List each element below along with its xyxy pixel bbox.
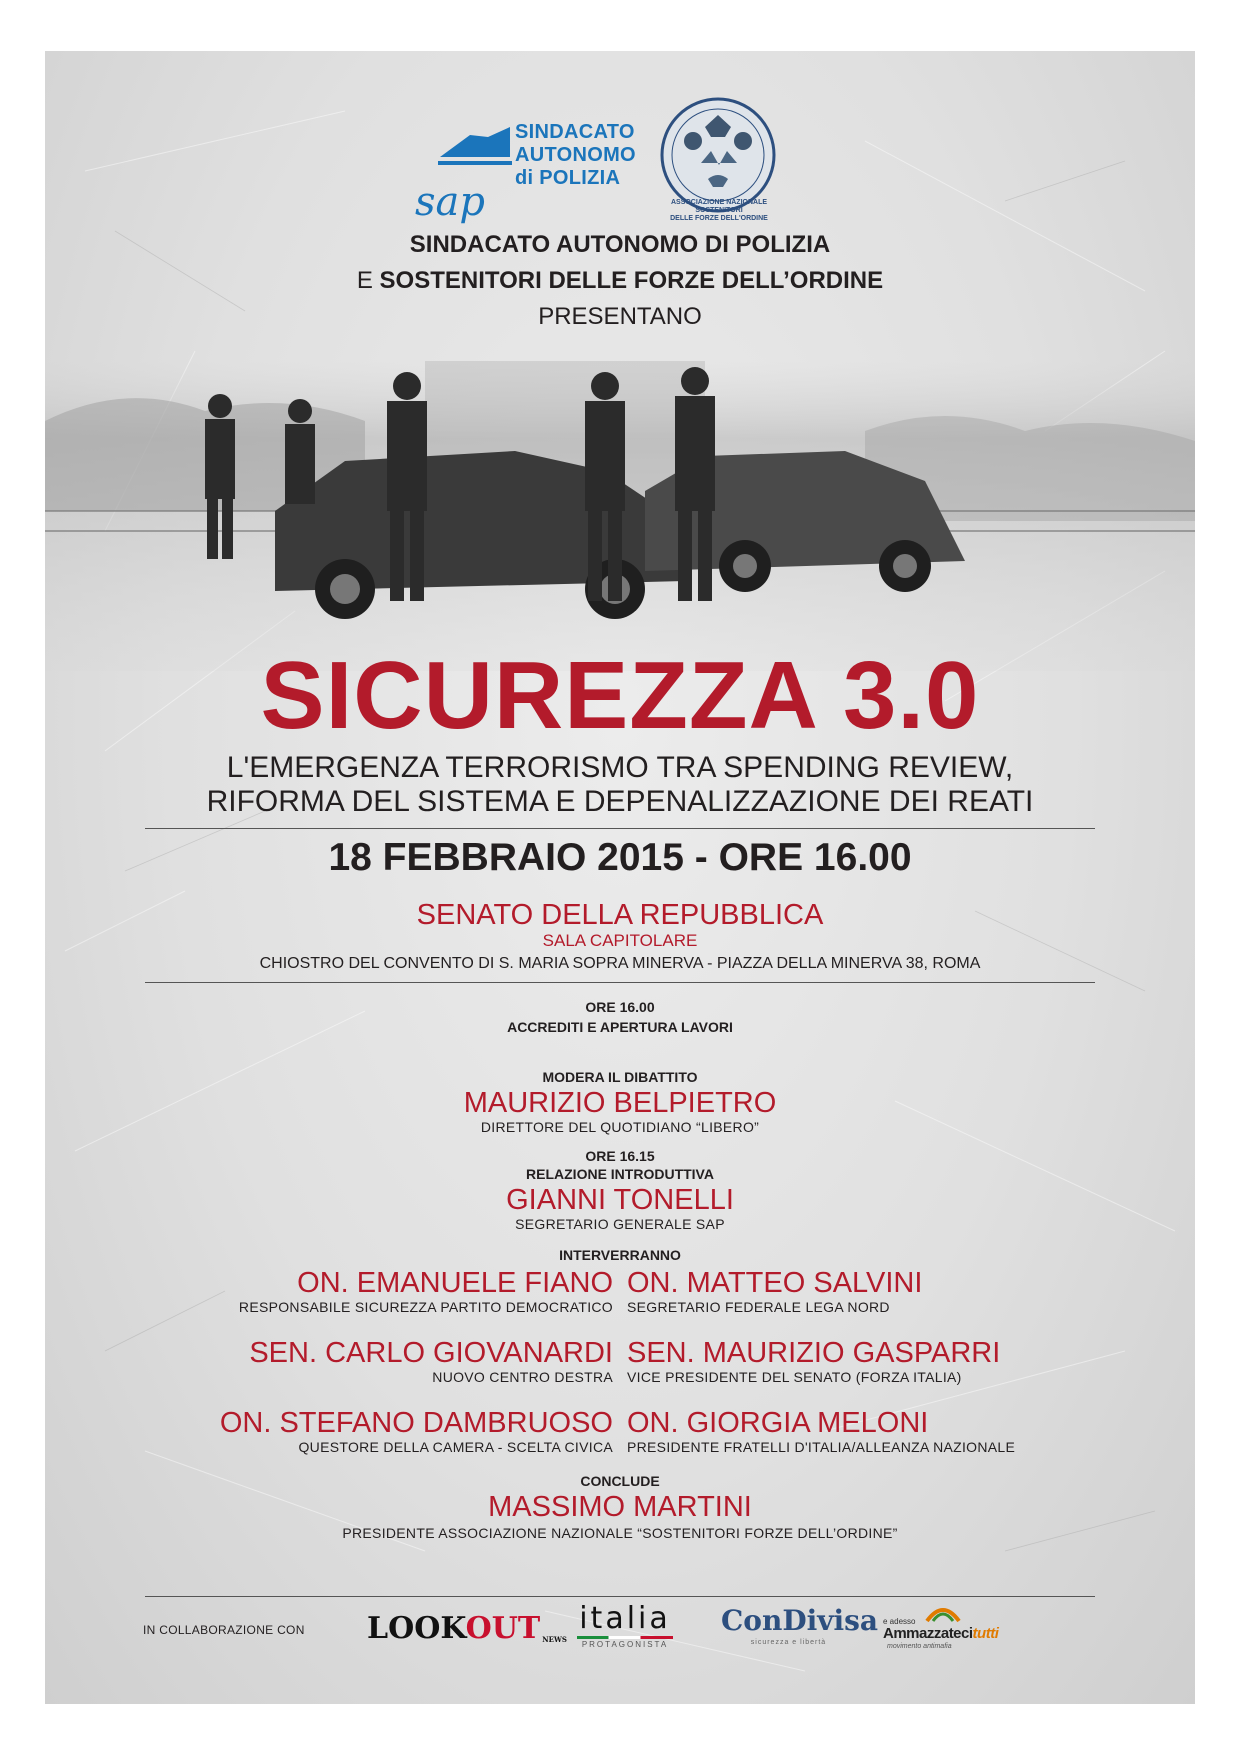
sap-line-3: di POLIZIA (515, 167, 621, 189)
event-room: SALA CAPITOLARE (542, 931, 698, 950)
moderator-role: DIRETTORE DEL QUOTIDIANO “LIBERO” (480, 1119, 760, 1135)
lookout-logo (367, 1603, 567, 1655)
event-subtitle (45, 751, 1195, 819)
event-address: CHIOSTRO DEL CONVENTO DI S. MARIA SOPRA MINERVA - PIAZZA DELLA MINERVA 38, ROMA (259, 955, 981, 972)
speaker-right-1 (627, 1267, 922, 1316)
speaker-name: ON. STEFANO DAMBRUOSO (219, 1407, 613, 1439)
subtitle-line-2: RIFORMA DEL SISTEMA E DEPENALIZZAZIONE DEI REATI (206, 785, 1034, 818)
speaker-name: SEN. CARLO GIOVANARDI (249, 1337, 613, 1369)
italia-text: italia (579, 1601, 671, 1636)
speakers-label: INTERVERRANNO (559, 1247, 681, 1263)
collaboration-label: IN COLLABORAZIONE CON (143, 1623, 305, 1637)
event-venue: SENATO DELLA REPUBBLICA (416, 899, 824, 931)
subtitle-line-1: L'EMERGENZA TERRORISMO TRA SPENDING REVIEW, (226, 751, 1014, 784)
divider-bottom (145, 1596, 1095, 1597)
ammazzateci-sub: movimento antimafia (887, 1643, 952, 1650)
association-seal-text (639, 199, 799, 223)
speaker-name: SEN. MAURIZIO GASPARRI (627, 1337, 1001, 1369)
closing-role: PRESIDENTE ASSOCIAZIONE NAZIONALE “SOSTENITORI FORZE DELL’ORDINE” (342, 1525, 898, 1541)
ammazzateci-small: e adesso (883, 1617, 916, 1626)
ammazzateci-logo (883, 1603, 1008, 1655)
ammazzateci-word: Ammazzateci (883, 1625, 973, 1642)
intro-role: SEGRETARIO GENERALE SAP (515, 1216, 725, 1232)
closing-name: MASSIMO MARTINI (488, 1491, 752, 1523)
speaker-name: ON. GIORGIA MELONI (627, 1407, 929, 1439)
moderator-label: MODERA IL DIBATTITO (542, 1069, 698, 1085)
ammazzateci-main (883, 1625, 998, 1642)
ammazzateci-tutti: tutti (972, 1625, 999, 1642)
sap-line-2: AUTONOMO (515, 144, 636, 166)
speaker-role: PRESIDENTE FRATELLI D'ITALIA/ALLEANZA NAZIONALE (627, 1439, 1016, 1455)
presenting-label: PRESENTANO (538, 303, 702, 330)
condivisa-logo (721, 1603, 879, 1655)
event-date: 18 FEBBRAIO 2015 - ORE 16.00 (328, 836, 912, 879)
intro-time: ORE 16.15 (585, 1148, 655, 1164)
italia-protagonista-logo (565, 1603, 685, 1655)
intro-label: RELAZIONE INTRODUTTIVA (526, 1166, 714, 1182)
opening-label: ACCREDITI E APERTURA LAVORI (507, 1019, 733, 1035)
speaker-right-3 (627, 1407, 1015, 1456)
lookout-out: OUT (465, 1611, 541, 1646)
speaker-left-3 (220, 1407, 613, 1456)
divider-middle (145, 982, 1095, 983)
sap-line-1: SINDACATO (515, 121, 635, 143)
presenter-1: SINDACATO AUTONOMO DI POLIZIA (409, 231, 831, 258)
italia-sub: PROTAGONISTA (581, 1640, 669, 1649)
speaker-name: ON. EMANUELE FIANO (297, 1267, 613, 1299)
speaker-name: ON. MATTEO SALVINI (627, 1267, 923, 1299)
sap-wordmark (515, 121, 636, 190)
closing-label: CONCLUDE (580, 1473, 660, 1489)
poster (45, 51, 1195, 1704)
speaker-role: RESPONSABILE SICUREZZA PARTITO DEMOCRATICO (238, 1299, 613, 1315)
lookout-look: LOOK (367, 1611, 466, 1646)
assoc-ring-label: ASSOCIAZIONE NAZIONALE (670, 199, 768, 206)
speaker-left-1 (239, 1267, 613, 1316)
presenter-2-prefix: E (356, 267, 380, 294)
speaker-role: VICE PRESIDENTE DEL SENATO (FORZA ITALIA) (627, 1369, 962, 1385)
speaker-role: QUESTORE DELLA CAMERA - SCELTA CIVICA (298, 1439, 613, 1455)
event-title: SICUREZZA 3.0 (260, 642, 980, 749)
presenter-2-name: SOSTENITORI DELLE FORZE DELL’ORDINE (379, 267, 884, 294)
speaker-left-2 (249, 1337, 613, 1386)
presenters-block (45, 227, 1195, 335)
arc-icon (923, 1603, 963, 1623)
assoc-sub-1: SOSTENITORI (695, 207, 743, 214)
condivisa-sub: sicurezza e libertà (750, 1639, 827, 1646)
divider-top (145, 828, 1095, 829)
police-photo-image (45, 361, 1195, 671)
speaker-right-2 (627, 1337, 1000, 1386)
condivisa-text: ConDivisa (721, 1604, 879, 1637)
intro-name: GIANNI TONELLI (506, 1184, 734, 1216)
lookout-news: NEWS (542, 1635, 567, 1644)
sap-script-logo: sap (415, 179, 485, 225)
presenter-2 (45, 263, 1195, 299)
italia-flag-stripe (577, 1636, 673, 1639)
speaker-role: SEGRETARIO FEDERALE LEGA NORD (627, 1299, 890, 1315)
moderator-name: MAURIZIO BELPIETRO (463, 1087, 777, 1119)
assoc-sub-2: DELLE FORZE DELL'ORDINE (670, 215, 768, 222)
speaker-role: NUOVO CENTRO DESTRA (432, 1369, 613, 1385)
opening-time: ORE 16.00 (585, 999, 655, 1015)
